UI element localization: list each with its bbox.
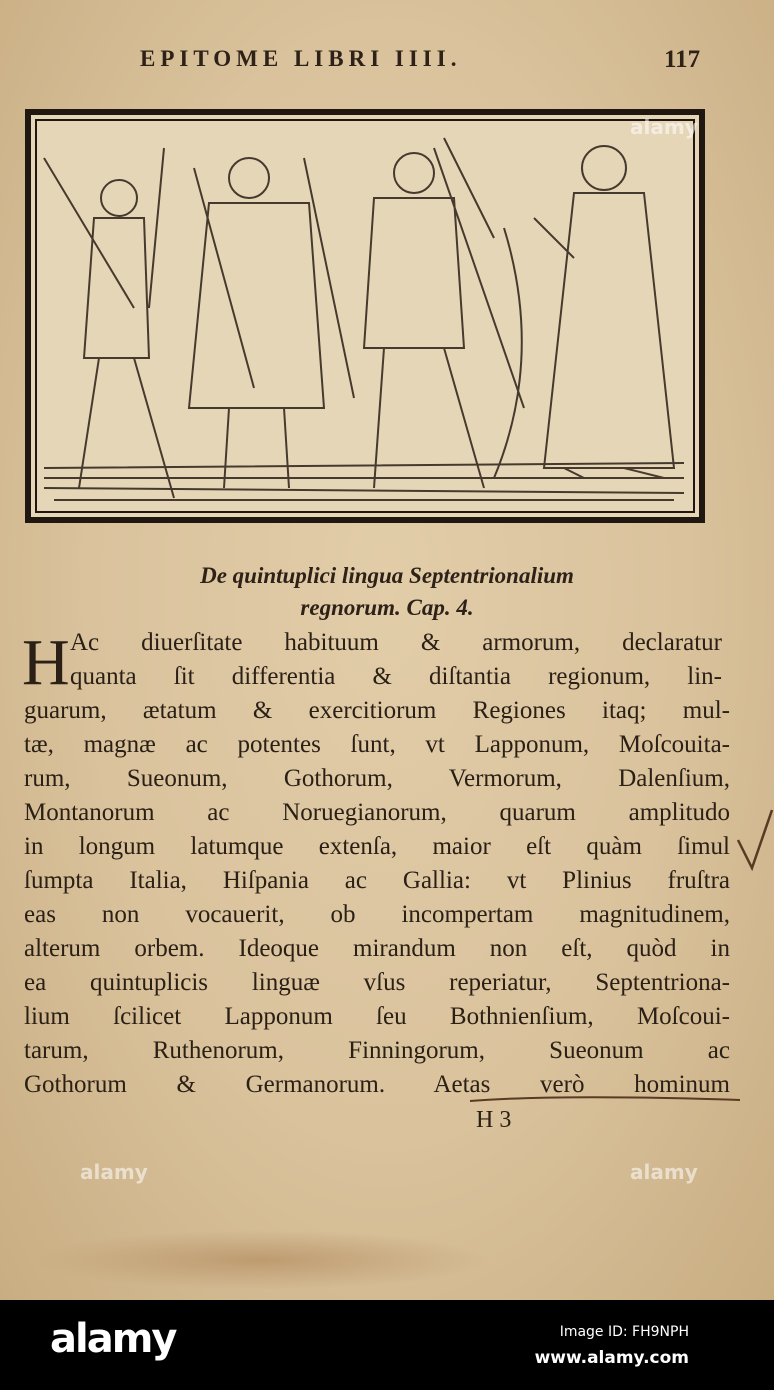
pen-underline (470, 1097, 740, 1101)
stock-footer (0, 1300, 774, 1390)
page-number: 117 (664, 46, 701, 73)
text-line: tarum, Ruthenorum, Finningorum, Sueonum ac (24, 1037, 730, 1064)
alamy-logo: alamy (50, 1316, 176, 1362)
drop-cap: H (22, 626, 70, 699)
running-title: EPITOME LIBRI IIII. (140, 46, 462, 71)
signature-mark: H 3 (476, 1107, 512, 1133)
chapter-title-line-2: regnorum. Cap. 4. (300, 595, 474, 620)
text-line: Montanorum ac Noruegianorum, quarum amplitudo (24, 799, 730, 826)
text-line: lium ſcilicet Lapponum ſeu Bothnienſium, Moſcoui- (24, 1003, 730, 1030)
pen-check-mark (738, 810, 772, 868)
site-url[interactable]: www.alamy.com (534, 1348, 689, 1368)
text-line: Gothorum & Germanorum. Aetas verò hominum (24, 1071, 730, 1098)
text-line: quanta ſit differentia & diſtantia regionum, lin- (70, 663, 722, 690)
text-line: rum, Sueonum, Gothorum, Vermorum, Dalenſium, (24, 765, 730, 792)
text-line: in longum latumque extenſa, maior eſt quàm ſimul (24, 833, 730, 860)
watermark: alamy (80, 1160, 148, 1184)
text-line: Ac diuerſitate habituum & armorum, declaratur (70, 629, 722, 656)
text-line: tæ, magnæ ac potentes ſunt, vt Lapponum, Moſcouita- (24, 731, 730, 758)
text-line: ſumpta Italia, Hiſpania ac Gallia: vt Plinius fruſtra (24, 867, 730, 894)
image-id: Image ID: FH9NPH (559, 1324, 689, 1340)
watermark: alamy (630, 115, 698, 139)
text-line: guarum, ætatum & exercitiorum Regiones itaq; mul- (24, 697, 730, 724)
chapter-title-line-1: De quintuplici lingua Septentrionalium (200, 563, 574, 588)
text-line: eas non vocauerit, ob incompertam magnitudinem, (24, 901, 730, 928)
watermark: alamy (630, 1160, 698, 1184)
text-line: ea quintuplicis linguæ vſus reperiatur, Septentriona- (24, 969, 730, 996)
text-line: alterum orbem. Ideoque mirandum non eſt, quòd in (24, 935, 730, 962)
